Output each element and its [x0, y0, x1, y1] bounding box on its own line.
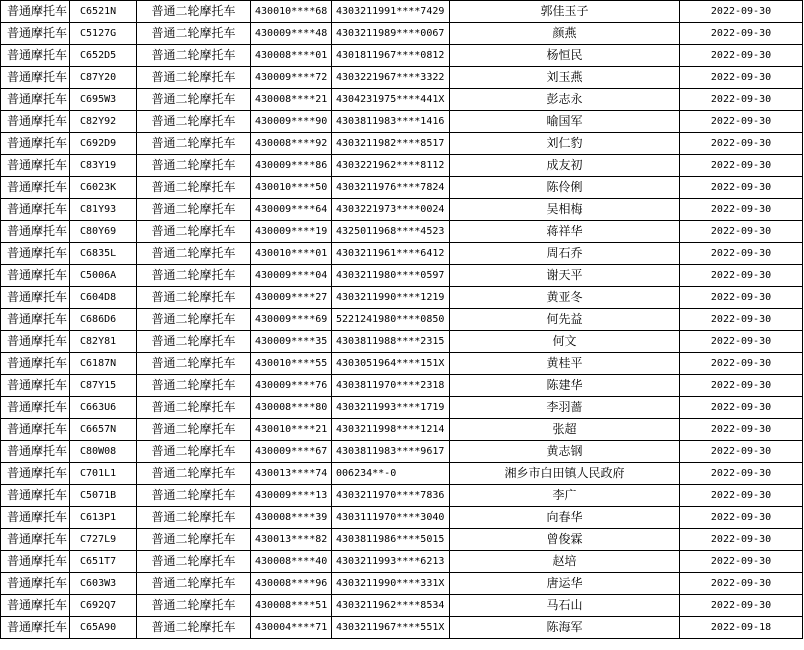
vehicle-type-cell: 普通摩托车 [1, 595, 70, 617]
plate-number-cell: C604D8 [70, 287, 137, 309]
date-cell: 2022-09-30 [680, 133, 803, 155]
id-number-cell: 4303811970****2318 [332, 375, 450, 397]
table-row [1, 463, 803, 485]
owner-name-cell: 周石乔 [450, 243, 680, 265]
code-cell: 430010****55 [251, 353, 332, 375]
date-cell: 2022-09-30 [680, 309, 803, 331]
vehicle-class-cell: 普通二轮摩托车 [137, 353, 251, 375]
vehicle-class-cell: 普通二轮摩托车 [137, 155, 251, 177]
plate-number-cell: C83Y19 [70, 155, 137, 177]
vehicle-class-cell: 普通二轮摩托车 [137, 177, 251, 199]
id-number-cell: 4303211967****551X [332, 617, 450, 639]
owner-name-cell: 向春华 [450, 507, 680, 529]
owner-name-cell: 杨恒民 [450, 45, 680, 67]
date-cell: 2022-09-30 [680, 221, 803, 243]
vehicle-type-cell: 普通摩托车 [1, 133, 70, 155]
vehicle-class-cell: 普通二轮摩托车 [137, 397, 251, 419]
id-number-cell: 5221241980****0850 [332, 309, 450, 331]
plate-number-cell: C603W3 [70, 573, 137, 595]
vehicle-class-cell: 普通二轮摩托车 [137, 111, 251, 133]
vehicle-type-cell: 普通摩托车 [1, 1, 70, 23]
plate-number-cell: C701L1 [70, 463, 137, 485]
owner-name-cell: 黄亚冬 [450, 287, 680, 309]
vehicle-class-cell: 普通二轮摩托车 [137, 287, 251, 309]
date-cell: 2022-09-30 [680, 551, 803, 573]
code-cell: 430013****82 [251, 529, 332, 551]
plate-number-cell: C80Y69 [70, 221, 137, 243]
table-row [1, 243, 803, 265]
date-cell: 2022-09-30 [680, 265, 803, 287]
code-cell: 430009****27 [251, 287, 332, 309]
vehicle-type-cell: 普通摩托车 [1, 551, 70, 573]
code-cell: 430009****64 [251, 199, 332, 221]
owner-name-cell: 唐运华 [450, 573, 680, 595]
owner-name-cell: 成友初 [450, 155, 680, 177]
table-row [1, 529, 803, 551]
id-number-cell: 4303211990****331X [332, 573, 450, 595]
id-number-cell: 4303211989****0067 [332, 23, 450, 45]
vehicle-class-cell: 普通二轮摩托车 [137, 309, 251, 331]
vehicle-class-cell: 普通二轮摩托车 [137, 375, 251, 397]
vehicle-class-cell: 普通二轮摩托车 [137, 551, 251, 573]
id-number-cell: 4303811986****5015 [332, 529, 450, 551]
owner-name-cell: 马石山 [450, 595, 680, 617]
date-cell: 2022-09-30 [680, 397, 803, 419]
owner-name-cell: 吴相梅 [450, 199, 680, 221]
vehicle-type-cell: 普通摩托车 [1, 441, 70, 463]
plate-number-cell: C663U6 [70, 397, 137, 419]
vehicle-type-cell: 普通摩托车 [1, 353, 70, 375]
table-row [1, 45, 803, 67]
vehicle-class-cell: 普通二轮摩托车 [137, 595, 251, 617]
table-row [1, 375, 803, 397]
id-number-cell: 4303211961****6412 [332, 243, 450, 265]
vehicle-class-cell: 普通二轮摩托车 [137, 1, 251, 23]
table-row [1, 573, 803, 595]
owner-name-cell: 刘仁豹 [450, 133, 680, 155]
code-cell: 430008****01 [251, 45, 332, 67]
date-cell: 2022-09-30 [680, 441, 803, 463]
plate-number-cell: C6657N [70, 419, 137, 441]
plate-number-cell: C6023K [70, 177, 137, 199]
table-row [1, 551, 803, 573]
plate-number-cell: C5071B [70, 485, 137, 507]
vehicle-type-cell: 普通摩托车 [1, 221, 70, 243]
table-row [1, 265, 803, 287]
date-cell: 2022-09-30 [680, 507, 803, 529]
date-cell: 2022-09-30 [680, 23, 803, 45]
id-number-cell: 4303211970****7836 [332, 485, 450, 507]
id-number-cell: 4303221962****8112 [332, 155, 450, 177]
code-cell: 430008****21 [251, 89, 332, 111]
table-row [1, 199, 803, 221]
table-row [1, 353, 803, 375]
code-cell: 430008****96 [251, 573, 332, 595]
id-number-cell: 4303111970****3040 [332, 507, 450, 529]
vehicle-type-cell: 普通摩托车 [1, 23, 70, 45]
id-number-cell: 4303211993****6213 [332, 551, 450, 573]
date-cell: 2022-09-30 [680, 1, 803, 23]
vehicle-class-cell: 普通二轮摩托车 [137, 221, 251, 243]
vehicle-type-cell: 普通摩托车 [1, 419, 70, 441]
vehicle-class-cell: 普通二轮摩托车 [137, 419, 251, 441]
date-cell: 2022-09-30 [680, 45, 803, 67]
table-row [1, 67, 803, 89]
id-number-cell: 4303051964****151X [332, 353, 450, 375]
vehicle-type-cell: 普通摩托车 [1, 111, 70, 133]
date-cell: 2022-09-30 [680, 287, 803, 309]
plate-number-cell: C82Y92 [70, 111, 137, 133]
vehicle-type-cell: 普通摩托车 [1, 177, 70, 199]
owner-name-cell: 何文 [450, 331, 680, 353]
vehicle-type-cell: 普通摩托车 [1, 199, 70, 221]
date-cell: 2022-09-30 [680, 375, 803, 397]
vehicle-type-cell: 普通摩托车 [1, 397, 70, 419]
code-cell: 430004****71 [251, 617, 332, 639]
id-number-cell: 4303211976****7824 [332, 177, 450, 199]
plate-number-cell: C5127G [70, 23, 137, 45]
plate-number-cell: C5006A [70, 265, 137, 287]
plate-number-cell: C6835L [70, 243, 137, 265]
plate-number-cell: C727L9 [70, 529, 137, 551]
code-cell: 430008****40 [251, 551, 332, 573]
owner-name-cell: 陈伶俐 [450, 177, 680, 199]
table-row [1, 287, 803, 309]
table-row [1, 397, 803, 419]
owner-name-cell: 何先益 [450, 309, 680, 331]
plate-number-cell: C80W08 [70, 441, 137, 463]
code-cell: 430009****67 [251, 441, 332, 463]
code-cell: 430008****80 [251, 397, 332, 419]
plate-number-cell: C652D5 [70, 45, 137, 67]
vehicle-type-cell: 普通摩托车 [1, 485, 70, 507]
vehicle-type-cell: 普通摩托车 [1, 243, 70, 265]
date-cell: 2022-09-30 [680, 199, 803, 221]
vehicle-class-cell: 普通二轮摩托车 [137, 485, 251, 507]
date-cell: 2022-09-30 [680, 595, 803, 617]
owner-name-cell: 蒋祥华 [450, 221, 680, 243]
owner-name-cell: 赵培 [450, 551, 680, 573]
table-body [1, 1, 803, 639]
vehicle-class-cell: 普通二轮摩托车 [137, 133, 251, 155]
owner-name-cell: 刘玉燕 [450, 67, 680, 89]
vehicle-type-cell: 普通摩托车 [1, 155, 70, 177]
vehicle-class-cell: 普通二轮摩托车 [137, 617, 251, 639]
table-row [1, 133, 803, 155]
plate-number-cell: C613P1 [70, 507, 137, 529]
vehicle-type-cell: 普通摩托车 [1, 331, 70, 353]
code-cell: 430009****72 [251, 67, 332, 89]
date-cell: 2022-09-30 [680, 89, 803, 111]
vehicle-class-cell: 普通二轮摩托车 [137, 463, 251, 485]
date-cell: 2022-09-30 [680, 485, 803, 507]
id-number-cell: 4303211998****1214 [332, 419, 450, 441]
id-number-cell: 4303211991****7429 [332, 1, 450, 23]
plate-number-cell: C6521N [70, 1, 137, 23]
plate-number-cell: C81Y93 [70, 199, 137, 221]
id-number-cell: 4303811988****2315 [332, 331, 450, 353]
vehicle-type-cell: 普通摩托车 [1, 507, 70, 529]
plate-number-cell: C651T7 [70, 551, 137, 573]
id-number-cell: 4325011968****4523 [332, 221, 450, 243]
vehicle-class-cell: 普通二轮摩托车 [137, 199, 251, 221]
code-cell: 430013****74 [251, 463, 332, 485]
id-number-cell: 4303811983****9617 [332, 441, 450, 463]
table-row [1, 419, 803, 441]
table-row [1, 441, 803, 463]
vehicle-type-cell: 普通摩托车 [1, 45, 70, 67]
vehicle-class-cell: 普通二轮摩托车 [137, 529, 251, 551]
table-row [1, 177, 803, 199]
date-cell: 2022-09-30 [680, 67, 803, 89]
vehicle-type-cell: 普通摩托车 [1, 89, 70, 111]
plate-number-cell: C695W3 [70, 89, 137, 111]
vehicle-type-cell: 普通摩托车 [1, 573, 70, 595]
code-cell: 430009****76 [251, 375, 332, 397]
table-row [1, 221, 803, 243]
table-row [1, 617, 803, 639]
vehicle-class-cell: 普通二轮摩托车 [137, 265, 251, 287]
vehicle-type-cell: 普通摩托车 [1, 67, 70, 89]
plate-number-cell: C87Y15 [70, 375, 137, 397]
table-row [1, 331, 803, 353]
vehicle-class-cell: 普通二轮摩托车 [137, 331, 251, 353]
date-cell: 2022-09-30 [680, 463, 803, 485]
id-number-cell: 4303811983****1416 [332, 111, 450, 133]
code-cell: 430010****01 [251, 243, 332, 265]
id-number-cell: 4303211993****1719 [332, 397, 450, 419]
id-number-cell: 4303211980****0597 [332, 265, 450, 287]
vehicle-type-cell: 普通摩托车 [1, 529, 70, 551]
vehicle-class-cell: 普通二轮摩托车 [137, 243, 251, 265]
code-cell: 430010****68 [251, 1, 332, 23]
date-cell: 2022-09-30 [680, 419, 803, 441]
vehicle-class-cell: 普通二轮摩托车 [137, 573, 251, 595]
code-cell: 430009****04 [251, 265, 332, 287]
id-number-cell: 4303221973****0024 [332, 199, 450, 221]
plate-number-cell: C692D9 [70, 133, 137, 155]
vehicle-type-cell: 普通摩托车 [1, 265, 70, 287]
owner-name-cell: 李羽蔷 [450, 397, 680, 419]
vehicle-type-cell: 普通摩托车 [1, 617, 70, 639]
date-cell: 2022-09-30 [680, 529, 803, 551]
code-cell: 430010****21 [251, 419, 332, 441]
table-row [1, 111, 803, 133]
table-row [1, 155, 803, 177]
vehicle-type-cell: 普通摩托车 [1, 287, 70, 309]
vehicle-class-cell: 普通二轮摩托车 [137, 507, 251, 529]
owner-name-cell: 颜燕 [450, 23, 680, 45]
id-number-cell: 4303211982****8517 [332, 133, 450, 155]
id-number-cell: 4303211990****1219 [332, 287, 450, 309]
owner-name-cell: 郭佳玉子 [450, 1, 680, 23]
table-row [1, 309, 803, 331]
date-cell: 2022-09-18 [680, 617, 803, 639]
code-cell: 430008****92 [251, 133, 332, 155]
vehicle-class-cell: 普通二轮摩托车 [137, 441, 251, 463]
plate-number-cell: C65A90 [70, 617, 137, 639]
vehicle-class-cell: 普通二轮摩托车 [137, 23, 251, 45]
plate-number-cell: C692Q7 [70, 595, 137, 617]
vehicle-type-cell: 普通摩托车 [1, 309, 70, 331]
code-cell: 430009****69 [251, 309, 332, 331]
vehicle-class-cell: 普通二轮摩托车 [137, 45, 251, 67]
table-row [1, 23, 803, 45]
code-cell: 430009****35 [251, 331, 332, 353]
owner-name-cell: 彭志永 [450, 89, 680, 111]
table-row [1, 595, 803, 617]
table-row [1, 485, 803, 507]
id-number-cell: 4301811967****0812 [332, 45, 450, 67]
table-row [1, 89, 803, 111]
plate-number-cell: C82Y81 [70, 331, 137, 353]
date-cell: 2022-09-30 [680, 243, 803, 265]
owner-name-cell: 喻国军 [450, 111, 680, 133]
table-row [1, 507, 803, 529]
code-cell: 430009****48 [251, 23, 332, 45]
code-cell: 430008****39 [251, 507, 332, 529]
plate-number-cell: C6187N [70, 353, 137, 375]
owner-name-cell: 谢天平 [450, 265, 680, 287]
owner-name-cell: 黄志钢 [450, 441, 680, 463]
owner-name-cell: 湘乡市白田镇人民政府 [450, 463, 680, 485]
vehicle-type-cell: 普通摩托车 [1, 375, 70, 397]
code-cell: 430010****50 [251, 177, 332, 199]
date-cell: 2022-09-30 [680, 573, 803, 595]
date-cell: 2022-09-30 [680, 155, 803, 177]
date-cell: 2022-09-30 [680, 177, 803, 199]
id-number-cell: 4303211962****8534 [332, 595, 450, 617]
date-cell: 2022-09-30 [680, 353, 803, 375]
vehicle-class-cell: 普通二轮摩托车 [137, 67, 251, 89]
table-row [1, 1, 803, 23]
vehicle-class-cell: 普通二轮摩托车 [137, 89, 251, 111]
code-cell: 430009****86 [251, 155, 332, 177]
vehicle-type-cell: 普通摩托车 [1, 463, 70, 485]
id-number-cell: 006234**-0 [332, 463, 450, 485]
owner-name-cell: 李广 [450, 485, 680, 507]
plate-number-cell: C686D6 [70, 309, 137, 331]
id-number-cell: 4304231975****441X [332, 89, 450, 111]
code-cell: 430009****19 [251, 221, 332, 243]
code-cell: 430009****13 [251, 485, 332, 507]
owner-name-cell: 陈建华 [450, 375, 680, 397]
owner-name-cell: 张超 [450, 419, 680, 441]
owner-name-cell: 陈海军 [450, 617, 680, 639]
owner-name-cell: 曾俊霖 [450, 529, 680, 551]
date-cell: 2022-09-30 [680, 331, 803, 353]
code-cell: 430008****51 [251, 595, 332, 617]
owner-name-cell: 黄桂平 [450, 353, 680, 375]
date-cell: 2022-09-30 [680, 111, 803, 133]
id-number-cell: 4303221967****3322 [332, 67, 450, 89]
plate-number-cell: C87Y20 [70, 67, 137, 89]
code-cell: 430009****90 [251, 111, 332, 133]
